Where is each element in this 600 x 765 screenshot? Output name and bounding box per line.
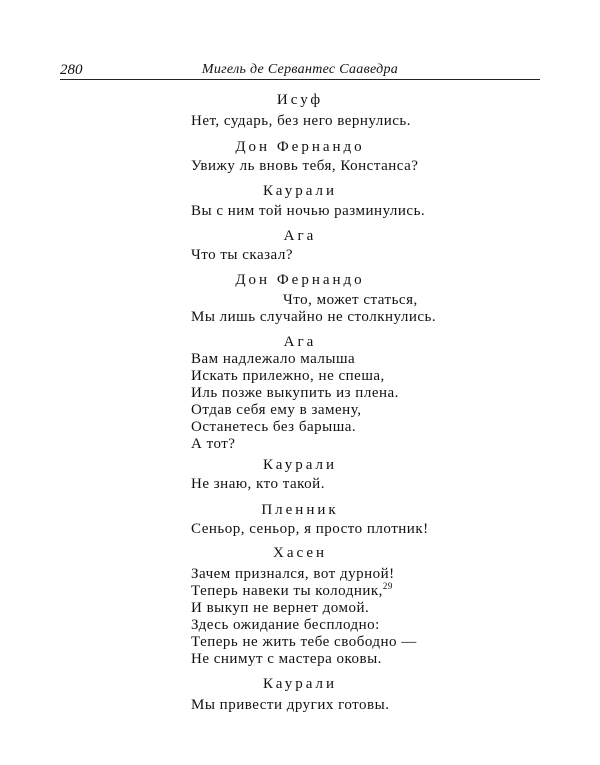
footnote-reference[interactable]: 29	[382, 581, 393, 591]
speaker-name: Исуф	[276, 92, 324, 108]
verse-line: Иль позже выкупить из плена.	[191, 385, 399, 401]
speaker-name: Каурали	[262, 183, 337, 199]
verse-line: Что ты сказал?	[191, 247, 293, 263]
verse-line: Сеньор, сеньор, я просто плотник!	[191, 521, 429, 537]
verse-line: Зачем признался, вот дурной!	[191, 566, 395, 582]
speaker-name: Каурали	[262, 457, 337, 473]
verse-line: И выкуп не вернет домой.	[191, 600, 370, 616]
verse-line: Останетесь без барыша.	[191, 419, 357, 435]
verse-line: Не снимут с мастера оковы.	[191, 651, 382, 667]
verse-line: Теперь не жить тебе свободно —	[191, 634, 417, 650]
speaker-name: Дон Фернандо	[235, 139, 365, 155]
verse-line: Искать прилежно, не спеша,	[191, 368, 385, 384]
header-rule	[60, 79, 540, 80]
verse-line: Вы с ним той ночью разминулись.	[191, 203, 426, 219]
verse-line: Вам надлежало малыша	[191, 351, 356, 367]
verse-line: Увижу ль вновь тебя, Констанса?	[191, 158, 419, 174]
speaker-name: Хасен	[272, 545, 328, 561]
running-title: Мигель де Сервантес Сааведра	[201, 62, 399, 77]
speaker-name: Каурали	[262, 676, 337, 692]
verse-line: А тот?	[191, 436, 236, 452]
verse-line: Не знаю, кто такой.	[191, 476, 325, 492]
speaker-name: Дон Фернандо	[235, 272, 365, 288]
verse-line: Нет, сударь, без него вернулись.	[191, 113, 412, 129]
verse-line: Отдав себя ему в замену,	[191, 402, 362, 418]
verse-line	[191, 582, 393, 600]
verse-line: Мы привести других готовы.	[191, 697, 390, 713]
verse-text: Теперь навеки ты колодник,	[191, 583, 383, 599]
verse-line: Здесь ожидание бесплодно:	[191, 617, 380, 633]
page-number: 280	[60, 62, 83, 78]
speaker-name: Пленник	[261, 502, 339, 518]
verse-line: Мы лишь случайно не столкнулись.	[191, 309, 437, 325]
speaker-name: Ага	[283, 228, 317, 244]
speaker-name: Ага	[283, 334, 317, 350]
verse-line: Что, может статься,	[283, 292, 418, 308]
